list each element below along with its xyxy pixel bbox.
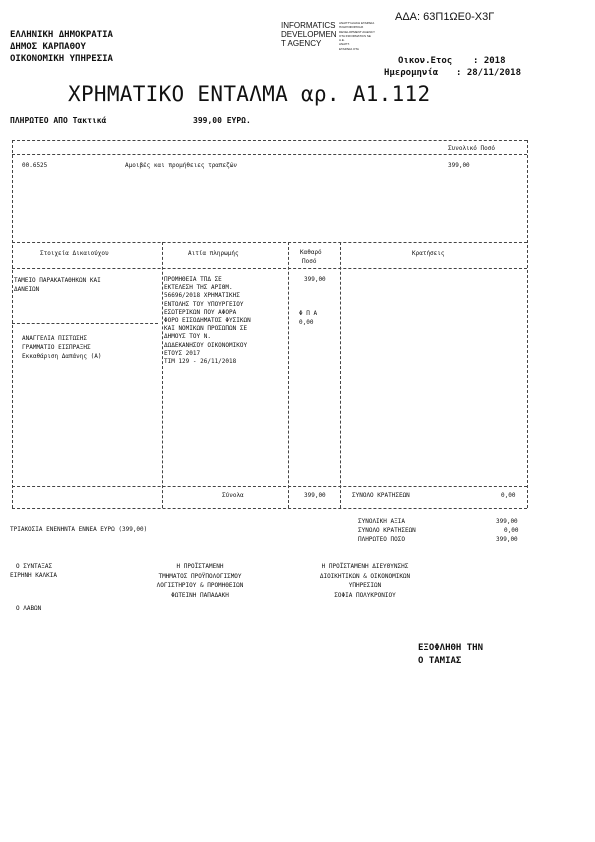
withholdings-total-label: ΣΥΝΟΛΟ ΚΡΑΤΗΣΕΩΝ	[352, 492, 410, 499]
total-amount-header: Συνολικό Ποσό	[448, 145, 495, 152]
signature-receiver: Ο ΛΑΒΩΝ	[16, 605, 42, 612]
date-value: : 28/11/2018	[456, 68, 522, 78]
payment-reason: ΠΡΟΜΗΘΕΙΑ ΤΠΔ ΣΕ ΕΚΤΕΛΕΣΗ ΤΗΣ ΑΡΙΘΜ. 56696/2018 ΧΡΗΜΑΤΙΚΗΣ ΕΝΤΟΛΗΣ ΤΟΥ ΥΠΟΥΡΓΕΙΟΥ ΕΣΩΤΕΡΙΚΩΝ ΠΟΥ ΑΦΟΡΑ ΦΟΡΟ ΕΙΣΟΔΗΜΑΤΟΣ ΦΥΣΙΚΩΝ ΚΑΙ ΝΟΜΙΚΩΝ ΠΡΟΣΩΠΩΝ ΣΕ ΔΗΜΟΥΣ ΤΟΥ Ν. ΔΩΔΕΚΑΝΗΣΟΥ ΟΙΚΟΝΟΜΙΚΟΥ ΕΤΟΥΣ 2017 ΤΙΜ 129 - 26/11/2018	[164, 276, 251, 366]
column-header-net: Καθαρό	[300, 249, 322, 256]
logo-text-3: T AGENCY	[281, 39, 322, 48]
date-label: Ημερομηνία	[384, 68, 439, 78]
summary-total-label: ΣΥΝΟΛΙΚΗ ΑΞΙΑ	[358, 518, 405, 525]
line-item-code: 00.6525	[22, 162, 48, 169]
fiscal-year-label: Οικον.Ετος	[398, 56, 453, 66]
signature-director: Η ΠΡΟΪΣΤΑΜΕΝΗ ΔΙΕΥΘΥΝΣΗΣ ΔΙΟΙΚΗΤΙΚΩΝ & ΟΙΚΟΝΟΜΙΚΩΝ ΥΠΗΡΕΣΙΩΝ ΣΟΦΙΑ ΠΟΛΥΚΡΟΝΙΟΥ	[319, 563, 411, 599]
line-item-amount: 399,00	[448, 162, 470, 169]
issuer-line-2: ΔΗΜΟΣ ΚΑΡΠΑΘΟΥ	[10, 42, 86, 52]
totals-label: Σύνολα	[222, 492, 244, 499]
column-header-beneficiary: Στοιχεία Δικαιούχου	[40, 250, 109, 257]
logo-text-2: DEVELOPMEN	[281, 30, 337, 39]
summary-withholdings-value: 0,00	[504, 527, 519, 534]
column-header-reason: Αιτία πληρωμής	[188, 250, 239, 257]
summary-payable-label: ΠΛΗΡΩΤΕΟ ΠΟΣΟ	[358, 536, 405, 543]
withholdings-total-value: 0,00	[501, 492, 516, 499]
fiscal-year-value: : 2018	[473, 56, 506, 66]
summary-withholdings-label: ΣΥΝΟΛΟ ΚΡΑΤΗΣΕΩΝ	[358, 527, 416, 534]
issuer-line-3: ΟΙΚΟΝΟΜΙΚΗ ΥΠΗΡΕΣΙΑ	[10, 54, 113, 64]
logo-small-text: ΑΝΑΠΤΥΞΙΑΚΗ ΕΤΑΙΡΕΙΑ ΠΛΗΡΟΦΟΡΙΚΗΣ DEVELOPMENT AGENCY OTA INFORMATICS SE Α.Ε. ΑΝΑΠΤ. ΕΤΑΙΡΕΙΑ ΟΤΑ	[339, 21, 375, 51]
net-amount: 399,00	[304, 276, 326, 283]
signature-composer: Ο ΣΥΝΤΑΞΑΣ ΕΙΡΗΝΗ ΚΑΛΚΙΑ	[10, 563, 57, 579]
amount-in-words: ΤΡΙΑΚΟΣΙΑ ΕΝΕΝΗΝΤΑ ΕΝΝΕΑ ΕΥΡΩ (399,00)	[10, 526, 148, 533]
summary-total-value: 399,00	[496, 518, 518, 525]
payable-label: ΠΛΗΡΩΤΕΟ ΑΠΟ Τακτικά	[10, 116, 107, 125]
beneficiary-documents: ΑΝΑΓΓΕΛΙΑ ΠΙΣΤΩΣΗΣ ΓΡΑΜΜΑΤΙΟ ΕΙΣΠΡΑΞΗΣ Εκκαθάριση Δαπάνης (Α)	[22, 335, 102, 360]
summary-payable-value: 399,00	[496, 536, 518, 543]
paid-stamp: ΕΞΟΦΛΗΘΗ ΤΗΝ Ο ΤΑΜΙΑΣ	[418, 643, 484, 666]
beneficiary-name: ΤΑΜΕΙΟ ΠΑΡΑΚΑΤΑΘΗΚΩΝ ΚΑΙ ΔΑΝΕΙΩΝ	[14, 277, 101, 293]
totals-value: 399,00	[304, 492, 326, 499]
issuer-line-1: ΕΛΛΗΝΙΚΗ ΔΗΜΟΚΡΑΤΙΑ	[10, 30, 113, 40]
vat-label: Φ Π Α	[299, 310, 318, 317]
line-item-description: Αμοιβές και προμήθειες τραπεζών	[125, 162, 237, 169]
document-title: ΧΡΗΜΑΤΙΚΟ ΕΝΤΑΛΜΑ αρ. Α1.112	[68, 82, 431, 106]
payable-amount: 399,00 ΕΥΡΩ.	[193, 116, 251, 125]
ada-code: ΑΔΑ: 63Π1ΩΕ0-Χ3Γ	[395, 11, 495, 23]
column-header-withholdings: Κρατήσεις	[412, 250, 445, 257]
logo-text-1: INFORMATICS	[281, 21, 336, 30]
signature-budget-head: Η ΠΡΟΪΣΤΑΜΕΝΗ ΤΜΗΜΑΤΟΣ ΠΡΟΫΠΟΛΟΓΙΣΜΟΥ ΛΟΓΙΣΤΗΡΙΟΥ & ΠΡΟΜΗΘΕΙΩΝ ΦΩΤΕΙΝΗ ΠΑΠΑΔΑΚΗ	[156, 563, 244, 599]
vat-value: 0,00	[299, 319, 314, 326]
column-header-net-2: Ποσό	[302, 258, 317, 265]
